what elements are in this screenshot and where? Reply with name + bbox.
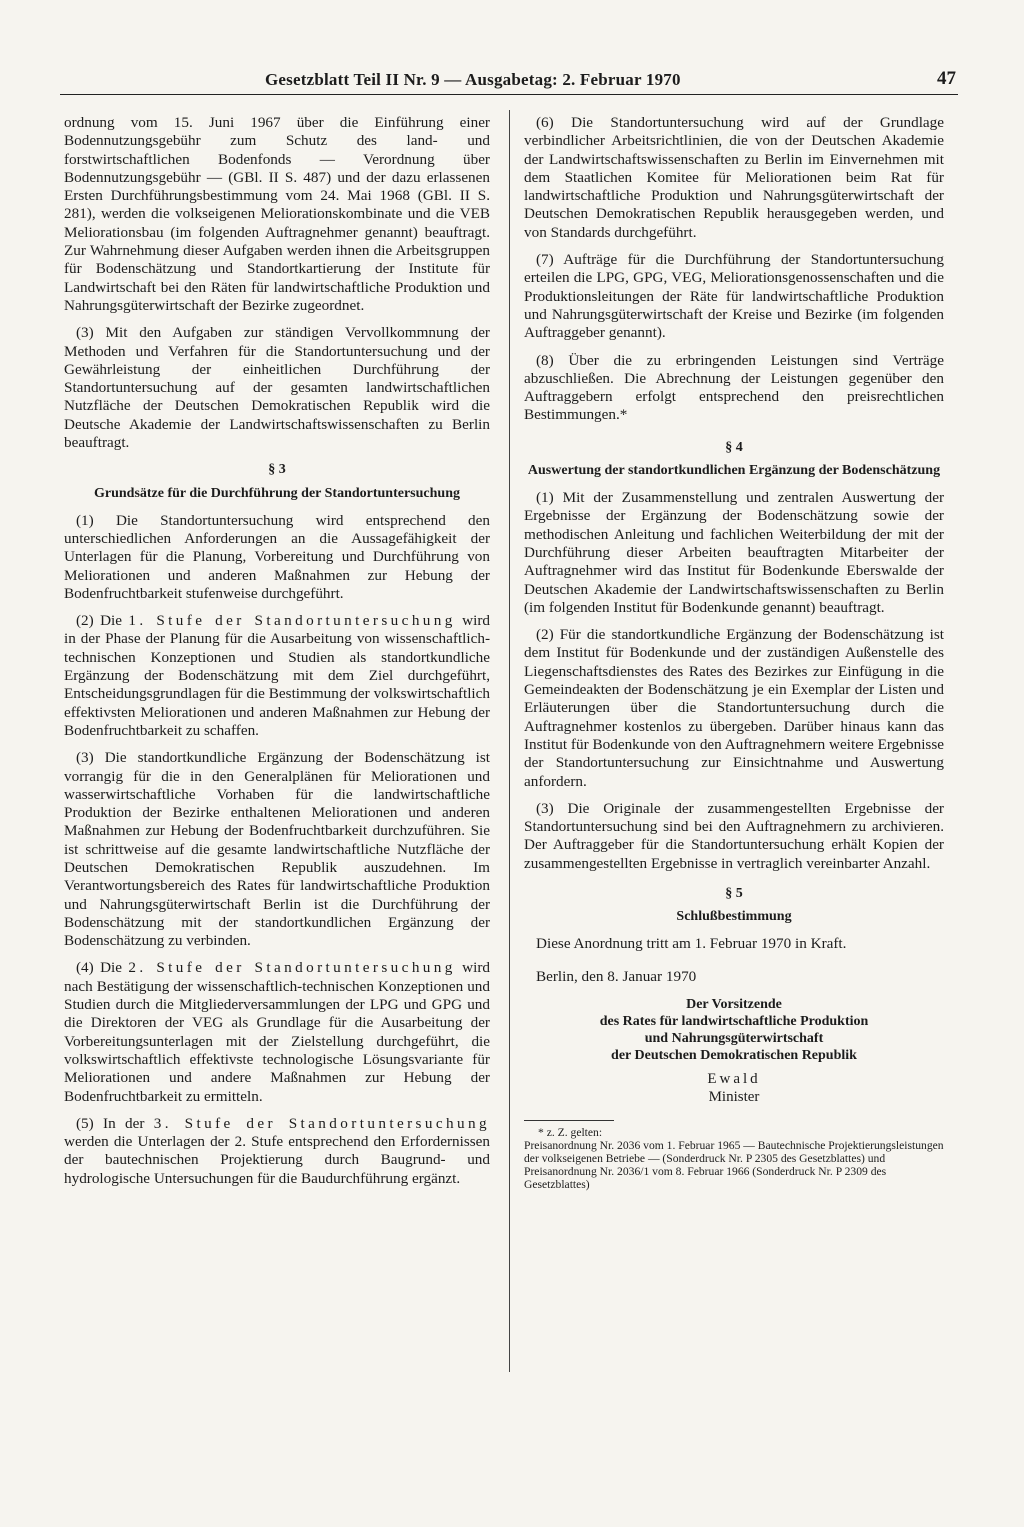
paragraph-3-5-rest: werden die Unterlagen der 2. Stufe entsprechend den Erfordernissen der bautechnischen Projektierung durch Baugrund- und hydrologische Untersuchungen für die Baudurchführung ergänzt. [64,1133,490,1187]
right-column [524,114,944,1191]
paragraph-3-5-start: (5) In der [76,1114,154,1132]
paragraph-4-3: (3) Die Originale der zusammengestellten Ergebnisse der Standortuntersuchung sind bei den Auftragnehmern zu archivieren. Der Auftraggeber für die Standortuntersuchung erhält Kopien der zusammengestellten Ergebnisse in vertraglich vereinbarter Anzahl. [524,799,944,872]
paragraph-3-2 [64,612,490,740]
section-5-title: Schlußbestimmung [676,909,792,925]
paragraph-3-1: (1) Die Standortuntersuchung wird entsprechend den unterschiedlichen Anforderungen an die Aussagefähigkeit der Unterlagen für die Planung, Vorbereitung und Durchführung von Meliorationen und anderen Maßnahmen zur Hebung der Bodenfruchtbarkeit stufenweise durchgeführt. [64,511,490,602]
header-title: Gesetzblatt Teil II Nr. 9 — Ausgabetag: 2. Februar 1970 [265,70,681,89]
section-3-title: Grundsätze für die Durchführung der Standortuntersuchung [93,485,460,501]
signatory-role: Minister [708,1088,760,1105]
footnote-marker-line: * z. Z. gelten: [538,1125,603,1139]
paragraph-continuation: ordnung vom 15. Juni 1967 über die Einführung einer Bodennutzungsgebühr zum Schutz des land- und forstwirtschaftlichen Bodenfonds — Verordnung über Bodennutzungsgebühr — (GBl. II S. 487) und der dazu erlassenen Ersten Durchführungsbestimmung vom 24. Mai 1968 (GBl. II S. 281), werden die volkseigenen Meliorationskombinate und die VEB Meliorationsbau (im folgenden Auftragnehmer genannt) beauftragt. Zur Wahrnehmung dieser Aufgaben werden ihnen die Arbeitsgruppen für Bodenschätzung und Standortkartierung der Institute für Landwirtschaft bei den Räten für landwirtschaftliche Produktion und Nahrungsgüterwirtschaft der Bezirke zugeordnet. [64,114,490,314]
paragraph-3-4-start: (4) Die [76,959,129,977]
signature-line-2: des Rates für landwirtschaftliche Produktion [599,1013,869,1029]
paragraph-5: Diese Anordnung tritt am 1. Februar 1970 in Kraft. [536,935,847,953]
page-header [60,66,958,95]
paragraph-3-2-start: (2) Die [76,612,129,630]
footnote-item-2: Preisanordnung Nr. 2036/1 vom 8. Februar 1966 (Sonderdruck Nr. P 2309 des Gesetzblattes) [524,1164,887,1191]
signatory-name: Ewald [707,1070,761,1087]
signature-block [524,996,944,1064]
left-column [64,114,490,1197]
footnote-rule [524,1120,614,1121]
footnote-item-1: Preisanordnung Nr. 2036 vom 1. Februar 1965 — Bautechnische Projektierungsleistungen der volkseigenen Betriebe — (Sonderdruck Nr. P 2305 des Gesetzblattes) und [524,1138,944,1165]
section-4-number: § 4 [725,439,743,455]
paragraph-3-4-spaced: 2. Stufe der Standortuntersuchung [128,959,456,977]
paragraph-2-6: (6) Die Standortuntersuchung wird auf der Grundlage verbindlicher Arbeitsrichtlinien, die von der Deutschen Akademie der Landwirtschaftswissenschaften zu Berlin im Einvernehmen mit dem Staatlichen Komitee für Meliorationen beim Rat für landwirtschaftliche Produktion und Nahrungsgüterwirtschaft der Deutschen Demokratischen Republik herausgegeben werden, und von Standards durchgeführt. [524,114,944,241]
paragraph-2-7: (7) Aufträge für die Durchführung der Standortuntersuchung erteilen die LPG, GPG, VEG, Meliorationsgenossenschaften und die Produktionsleitungen der Räte für landwirtschaftliche Produktion und Nahrungsgüterwirtschaft der Kreise und Bezirke (im folgenden Auftraggeber genannt). [524,251,944,342]
paragraph-4-1: (1) Mit der Zusammenstellung und zentralen Auswertung der Ergebnisse der Ergänzung der Bodenschätzung sowie der methodischen Anleitung und fachlichen Weiterbildung der mit der Durchführung dieser Arbeiten beauftragten Mitarbeiter der Auftragnehmer wird das Institut für Bodenkunde Eberswalde der Deutschen Akademie der Landwirtschaftswissenschaften zu Berlin (im folgenden Institut für Bodenkunde genannt) beauftragt. [524,489,944,616]
paragraph-2-8: (8) Über die zu erbringenden Leistungen sind Verträge abzuschließen. Die Abrechnung der Leistungen gegenüber den Auftraggebern erfolgt entsprechend den preisrechtlichen Bestimmungen.* [524,351,944,424]
paragraph-3-5 [64,1115,490,1188]
place-date: Berlin, den 8. Januar 1970 [536,967,697,985]
paragraph-3-5-spaced: 3. Stufe der Standortuntersuchung [153,1114,490,1132]
paragraph-3-4 [64,959,490,1105]
section-4-title: Auswertung der standortkundlichen Ergänzung der Bodenschätzung [527,463,941,479]
page-number: 47 [937,68,956,89]
signature-line-3: und Nahrungsgüterwirtschaft [644,1030,824,1046]
paragraph-3-4-rest: wird nach Bestätigung der wissenschaftlich-technischen Konzeptionen und Studien durch die Mitgliederversammlungen der LPG und GPG und die Direktoren der VEG als Grundlage für die Ausarbeitung der Vorbereitungsunterlagen mit der Zielstellung durchgeführt, die volkswirtschaftlich effektivste technologische Lösungsvariante für Meliorationen und andere Maßnahmen zur Hebung der Bodenfruchtbarkeit zu ermitteln. [64,959,490,1105]
paragraph-3-3: (3) Die standortkundliche Ergänzung der Bodenschätzung ist vorrangig für die in den Generalplänen für Meliorationen und wasserwirtschaftliche Vorhaben für die landwirtschaftliche Produktion der Bezirke enthaltenen Meliorationen und anderen Maßnahmen zur Hebung der Bodenfruchtbarkeit durchzuführen. Sie ist schrittweise auf die gesamte landwirtschaftliche Nutzfläche der Deutschen Demokratischen Republik auszudehnen. Im Verantwortungsbereich des Rates für landwirtschaftliche Produktion und Nahrungsgüterwirtschaft Berlin ist die Durchführung der Bodenschätzung mit der standortkundlichen Ergänzung der Bodenschätzung zu verbinden. [64,749,490,950]
paragraph-2-3: (3) Mit den Aufgaben zur ständigen Vervollkommnung der Methoden und Verfahren für die Standortuntersuchung und der Gewährleistung der einheitlichen Durchführung der Standortuntersuchung auf der gesamten landwirtschaftlichen Nutzfläche der Deutschen Demokratischen Republik wird die Deutsche Akademie der Landwirtschaftswissenschaften zu Berlin beauftragt. [64,324,490,452]
signature-line-1: Der Vorsitzende [686,996,782,1012]
paragraph-3-2-spaced: 1. Stufe der Standortuntersuchung [128,612,456,630]
column-divider [509,110,510,1372]
paragraph-4-2: (2) Für die standortkundliche Ergänzung der Bodenschätzung ist dem Institut für Bodenkunde und der zuständigen Außenstelle des Liegenschaftsdienstes des Rates des Bezirkes zur Einfügung in die Gemeindeakten der Bodenschätzung je ein Exemplar der Listen und Erläuterungen über die Standortuntersuchung durch die Auftragnehmer kostenlos zu übergeben. Darüber hinaus kann das Institut für Bodenkunde von den Auftragnehmern weitere Ergebnisse der Standortuntersuchung zur Einsichtnahme und Auswertung anfordern. [524,626,944,790]
paragraph-3-2-rest: wird in der Phase der Planung für die Ausarbeitung von wissenschaftlich-technischen Konzeptionen und Studien als standortkundliche Ergänzung der Bodenschätzung mit dem Ziel durchgeführt, Entscheidungsgrundlagen für die Bestimmung der volkswirtschaftlich effektivsten Meliorationen und anderen Maßnahmen zur Hebung der Bodenfruchtbarkeit zu schaffen. [64,612,490,739]
section-5-number: § 5 [725,885,743,901]
section-3-number: § 3 [268,462,286,478]
signature-line-4: der Deutschen Demokratischen Republik [611,1047,857,1063]
